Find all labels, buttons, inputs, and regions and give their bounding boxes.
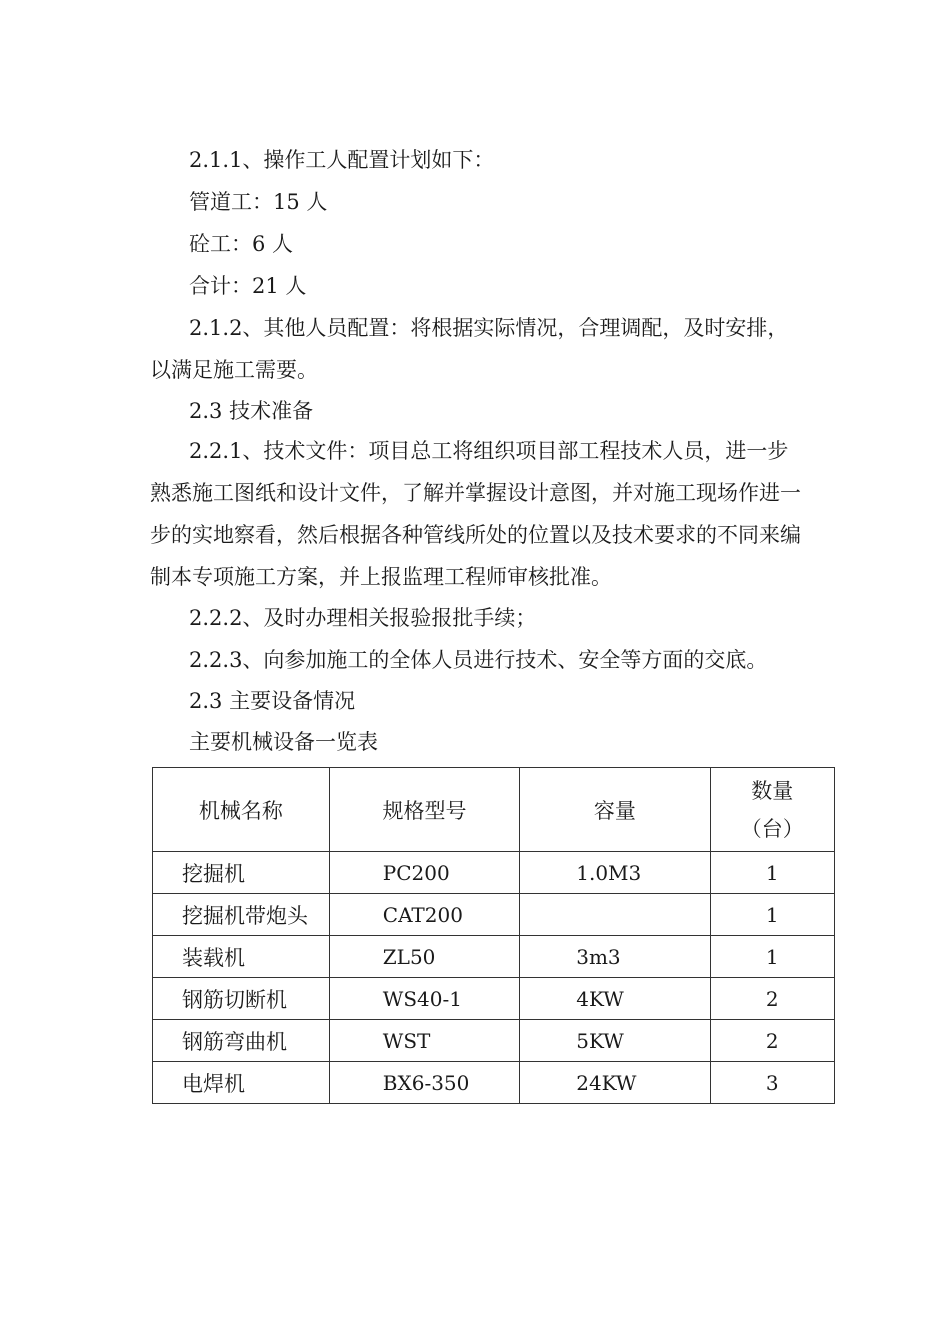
cell-quantity: 2 [710, 978, 834, 1020]
cell-model: WS40-1 [329, 978, 519, 1020]
cell-machine-name: 电焊机 [153, 1062, 330, 1104]
cell-capacity: 4KW [520, 978, 710, 1020]
cell-machine-name: 钢筋切断机 [153, 978, 330, 1020]
cell-quantity: 2 [710, 1020, 834, 1062]
cell-machine-name: 挖掘机带炮头 [153, 894, 330, 936]
paragraph-concrete-workers: 砼工：6 人 [189, 232, 294, 256]
table-header-row [153, 768, 835, 852]
cell-quantity: 3 [710, 1062, 834, 1104]
paragraph-2-1-2-line2: 以满足施工需要。 [150, 358, 318, 382]
cell-machine-name: 挖掘机 [153, 852, 330, 894]
header-quantity-line2: （台） [740, 816, 804, 841]
heading-tech-prep: 2.3 技术准备 [189, 399, 314, 423]
cell-quantity: 1 [710, 852, 834, 894]
paragraph-2-2-1-line3: 步的实地察看，然后根据各种管线所处的位置以及技术要求的不同来编 [150, 523, 801, 547]
cell-model: WST [329, 1020, 519, 1062]
cell-capacity [520, 894, 710, 936]
header-quantity-line1: 数量 [751, 778, 794, 803]
table-row [153, 936, 835, 978]
cell-capacity: 1.0M3 [520, 852, 710, 894]
heading-main-equipment: 2.3 主要设备情况 [189, 689, 356, 713]
paragraph-2-1-2-line1: 2.1.2、其他人员配置：将根据实际情况，合理调配，及时安排， [189, 316, 789, 340]
table-row [153, 1062, 835, 1104]
cell-model: BX6-350 [329, 1062, 519, 1104]
paragraph-2-2-1-line1: 2.2.1、技术文件：项目总工将组织项目部工程技术人员，进一步 [189, 439, 789, 463]
header-capacity: 容量 [520, 768, 710, 852]
table-row [153, 894, 835, 936]
paragraph-2-2-1-line2: 熟悉施工图纸和设计文件，了解并掌握设计意图，并对施工现场作进一 [150, 481, 801, 505]
paragraph-2-2-1-line4: 制本专项施工方案，并上报监理工程师审核批准。 [150, 565, 612, 589]
header-model: 规格型号 [329, 768, 519, 852]
cell-capacity: 24KW [520, 1062, 710, 1104]
cell-quantity: 1 [710, 894, 834, 936]
paragraph-2-2-3: 2.2.3、向参加施工的全体人员进行技术、安全等方面的交底。 [189, 648, 768, 672]
header-machine-name: 机械名称 [153, 768, 330, 852]
paragraph-pipe-workers: 管道工：15 人 [189, 190, 328, 214]
table-row [153, 852, 835, 894]
cell-capacity: 5KW [520, 1020, 710, 1062]
header-quantity [710, 768, 834, 852]
cell-machine-name: 钢筋弯曲机 [153, 1020, 330, 1062]
cell-model: ZL50 [329, 936, 519, 978]
cell-model: PC200 [329, 852, 519, 894]
cell-model: CAT200 [329, 894, 519, 936]
paragraph-2-1-1: 2.1.1、操作工人配置计划如下： [189, 148, 495, 172]
cell-machine-name: 装载机 [153, 936, 330, 978]
paragraph-2-2-2: 2.2.2、及时办理相关报验报批手续； [189, 606, 537, 630]
cell-quantity: 1 [710, 936, 834, 978]
paragraph-total-workers: 合计：21 人 [189, 274, 307, 298]
table-row [153, 1020, 835, 1062]
cell-capacity: 3m3 [520, 936, 710, 978]
table-caption: 主要机械设备一览表 [189, 730, 378, 754]
table-row [153, 978, 835, 1020]
equipment-table [152, 767, 835, 1104]
